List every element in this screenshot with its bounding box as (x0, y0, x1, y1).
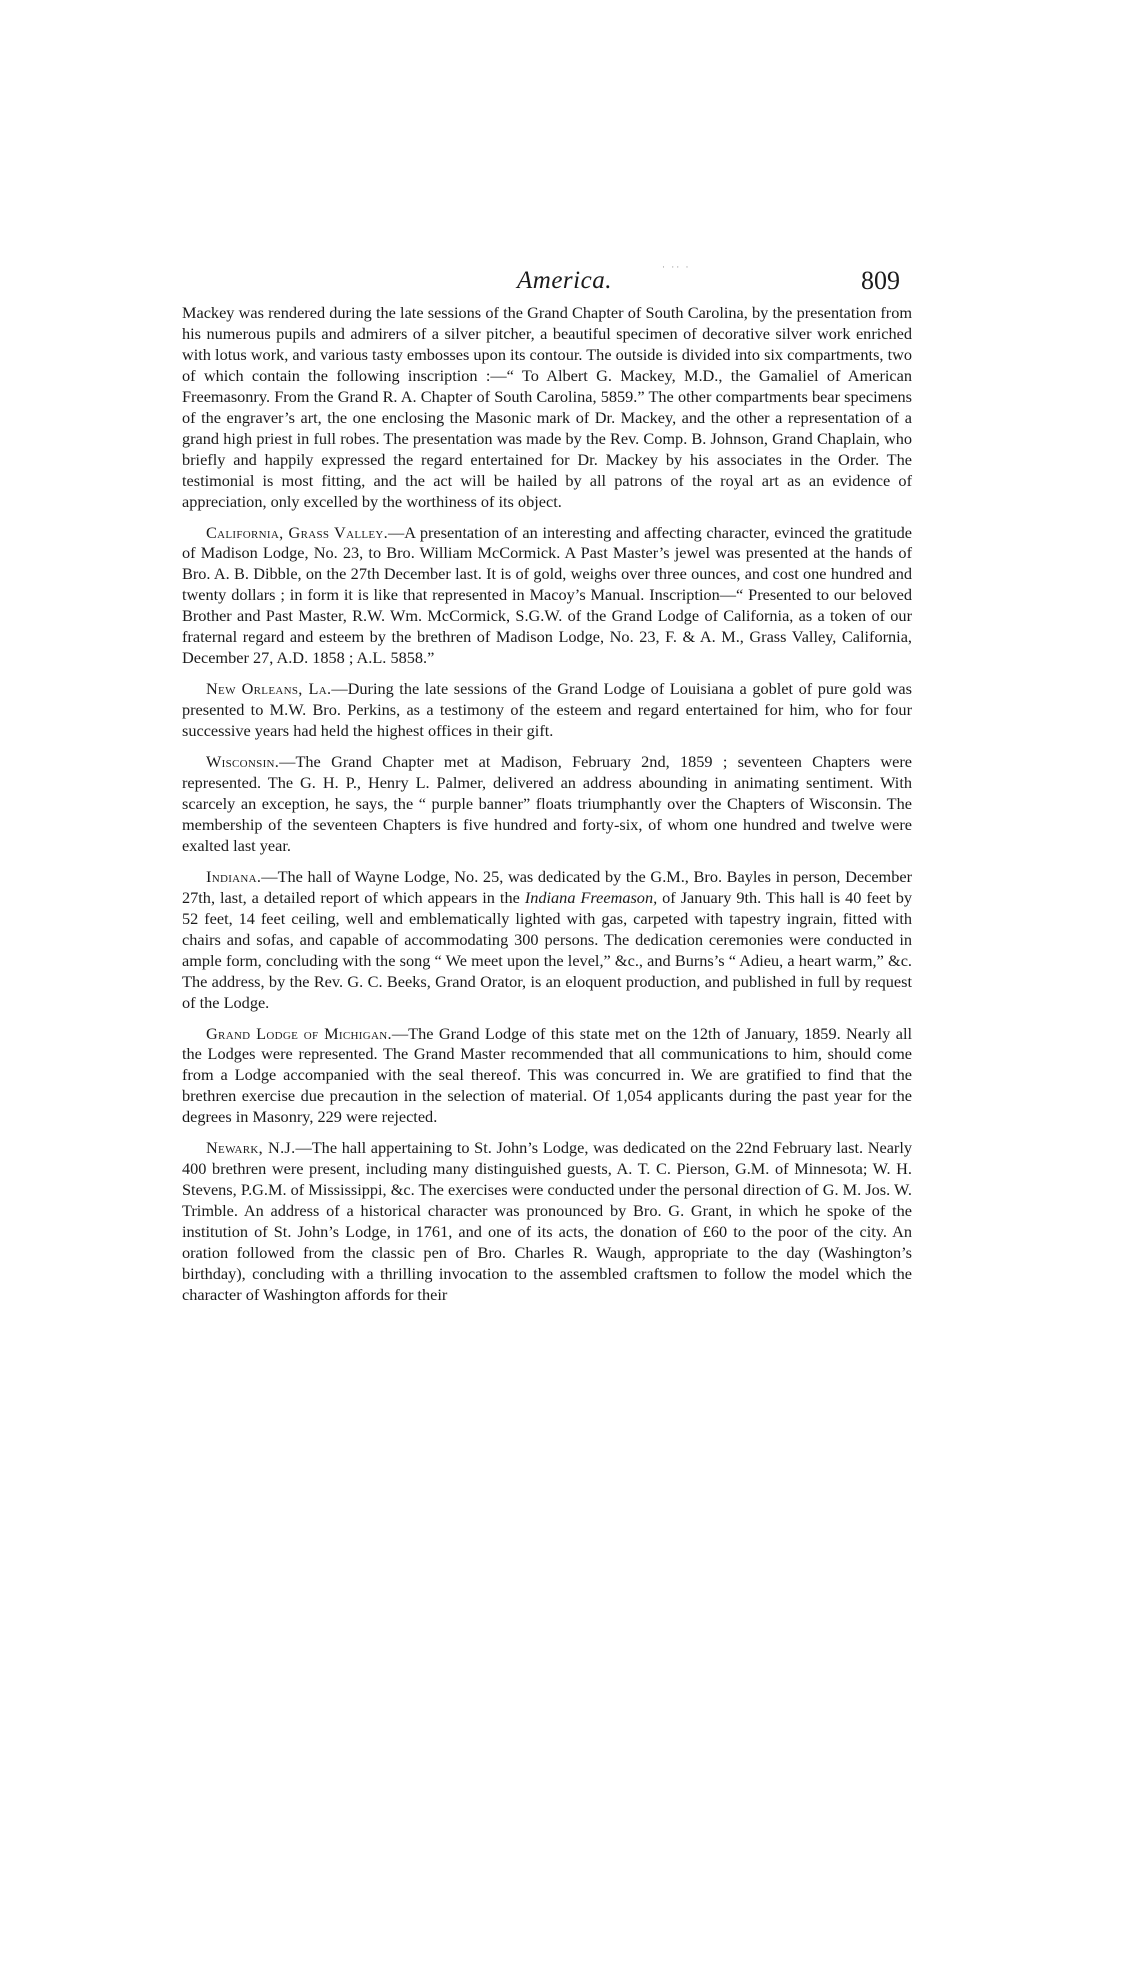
paragraph-heading: California, Grass Valley. (206, 522, 388, 542)
page-number: 809 (861, 266, 900, 295)
paragraph-heading: Grand Lodge of Michigan. (206, 1023, 392, 1043)
paragraph-michigan (182, 1024, 912, 1129)
paragraph-mackey (182, 303, 912, 513)
paragraph-text: —The hall appertaining to St. John’s Lodge, was dedicated on the 22nd February last. Nearly 400 brethren were present, including many distinguished guests, A. T. C. Pierson, G.M. of Minnesota; W. H. Stevens, P.G.M. of Mississippi, &c. The exercises were conducted under the personal direction of G. M. Jos. W. Trimble. An address of a historical character was pronounced by Bro. G. Grant, in which he spoke of the institution of St. John’s Lodge, in 1761, and one of its acts, the donation of £60 to the poor of the city. An oration followed from the classic pen of Bro. Charles R. Waugh, appropriate to the day (Washington’s birthday), concluding with a thrilling invocation to the assembled craftsmen to follow the model which the character of Washington affords for their (182, 1138, 913, 1304)
running-header-title: America. (517, 267, 612, 294)
paragraph-italic-title: Indiana Freemason, (524, 887, 658, 907)
paragraph-text: —The Grand Lodge of this state met on the 12th of January, 1859. Nearly all the Lodges were represented. The Grand Master recommended that all communications to him, should come from a Lodge accompanied with the seal thereof. This was concurred in. We are gratified to find that the brethren exercise due precaution in the selection of material. Of 1,054 applicants during the past year for the degrees in Masonry, 229 were rejected. (182, 1023, 912, 1127)
paragraph-text: —The hall of Wayne Lodge, No. 25, was dedicated by the G.M., Bro. Bayles in person, December 27th, last, a detailed report of which appears in the (182, 866, 912, 907)
header-specks: · ·· · (662, 262, 691, 272)
paragraph-california (182, 523, 912, 670)
paragraph-heading: Wisconsin. (206, 752, 280, 772)
paragraph-text: —A presentation of an interesting and affecting character, evinced the gratitude of Madison Lodge, No. 23, to Bro. William McCormick. A Past Master’s jewel was presented at the hands of Bro. A. B. Dibble, on the 27th December last. It is of gold, weighs over three ounces, and cost one hundred and twenty dollars ; in form it is like that represented in Macoy’s Manual. Inscription—“ Presented to our beloved Brother and Past Master, R.W. Wm. McCormick, S.G.W. of the Grand Lodge of California, as a token of our fraternal regard and esteem by the brethren of Madison Lodge, No. 23, F. & A. M., Grass Valley, California, December 27, A.D. 1858 ; A.L. 5858.” (182, 522, 913, 668)
paragraph-heading: Newark, N.J. (206, 1138, 296, 1158)
text-column (182, 303, 912, 1306)
paragraph-new-orleans (182, 679, 912, 742)
paragraph-text: —During the late sessions of the Grand Lodge of Louisiana a goblet of pure gold was presented to M.W. Bro. Perkins, as a testimony of the esteem and regard entertained for him, who for four successive years had held the highest offices in their gift. (182, 679, 912, 741)
paragraph-indiana (182, 867, 912, 1014)
paragraph-heading: Indiana. (206, 866, 262, 886)
paragraph-heading: New Orleans, La. (206, 679, 332, 699)
paragraph-wisconsin (182, 752, 912, 857)
paragraph-text: Mackey was rendered during the late sessions of the Grand Chapter of South Carolina, by the presentation from his numerous pupils and admirers of a silver pitcher, a beautiful specimen of decorative silver work enriched with lotus work, and various tasty embosses upon its contour. The outside is divided into six compartments, two of which contain the following inscription :—“ To Albert G. Mackey, M.D., the Gamaliel of American Freemasonry. From the Grand R. A. Chapter of South Carolina, 5859.” The other compartments bear specimens of the engraver’s art, the one enclosing the Masonic mark of Dr. Mackey, and the other a representation of a grand high priest in full robes. The presentation was made by the Rev. Comp. B. Johnson, Grand Chaplain, who briefly and happily expressed the regard entertained for Dr. Mackey by his associates in the Order. The testimonial is most fitting, and the act will be hailed by all patrons of the royal art as an evidence of appreciation, only excelled by the worthiness of its object. (182, 303, 912, 511)
paragraph-text: —The Grand Chapter met at Madison, February 2nd, 1859 ; seventeen Chapters were represented. The G. H. P., Henry L. Palmer, delivered an address abounding in animating sentiment. With scarcely an exception, he says, the “ purple banner” floats triumphantly over the Chapters of Wisconsin. The membership of the seventeen Chapters is five hundred and forty-six, of whom one hundred and twelve were exalted last year. (182, 752, 912, 855)
paragraph-text: of January 9th. This hall is 40 feet by 52 feet, 14 feet ceiling, well and emblematically lighted with gas, carpeted with tapestry ingrain, fitted with chairs and sofas, and capable of accommodating 300 persons. The dedication ceremonies were conducted in ample form, concluding with the song “ We meet upon the level,” &c., and Burns’s “ Adieu, a heart warm,” &c. The address, by the Rev. G. C. Beeks, Grand Orator, is an eloquent production, and published in full by request of the Lodge. (182, 887, 913, 1012)
paragraph-newark (182, 1138, 912, 1306)
